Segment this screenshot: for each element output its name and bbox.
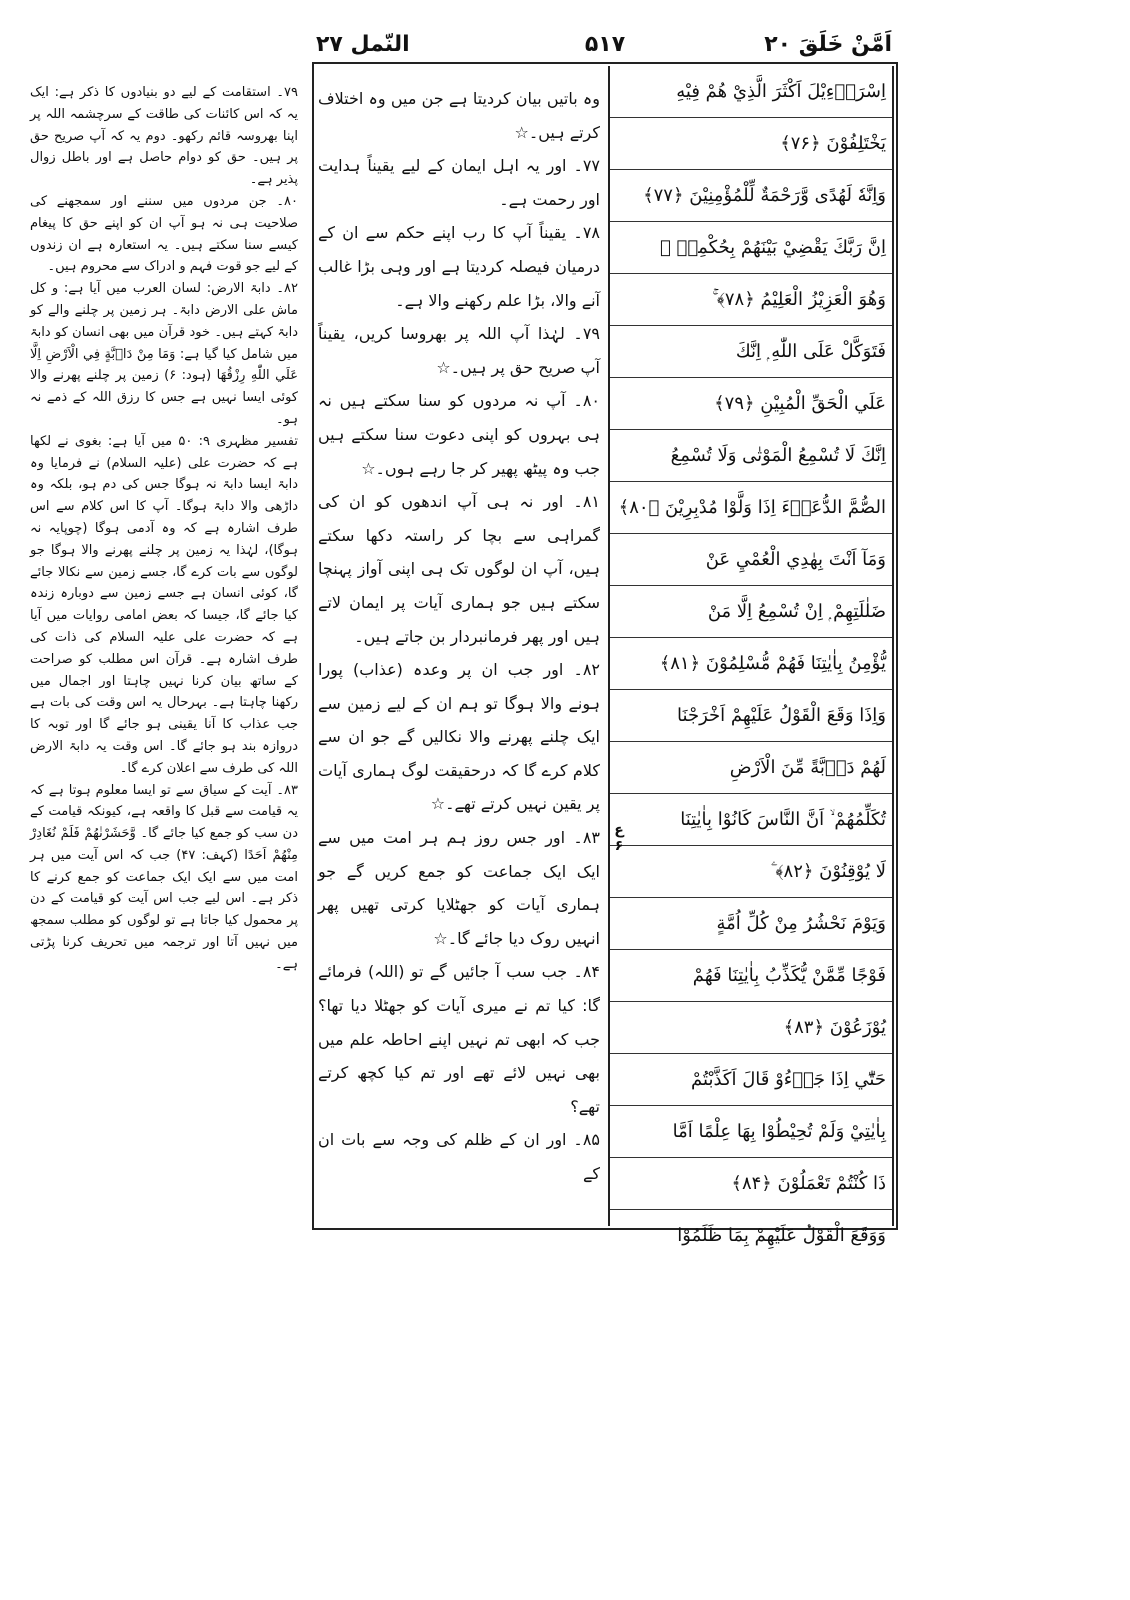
arabic-line: يُّؤْمِنُ بِاٰيٰتِنَا فَهُمْ مُّسْلِمُوْنَ ﴿۸۱﴾ (610, 638, 892, 690)
arabic-line: حَتّٰٓي اِذَا جَاۗءُوْ قَالَ اَكَذَّبْتُمْ (610, 1054, 892, 1106)
translation-paragraph: ۸۳۔ اور جس روز ہم ہر امت میں سے ایک ایک جماعت کو جمع کریں گے جو ہماری آیات کو جھٹلایا کرتی تھیں پھر انہیں روک دیا جائے گا۔☆ (318, 828, 600, 948)
page-header (310, 30, 898, 60)
commentary-note: ۸۲۔ دابۃ الارض: لسان العرب میں آیا ہے: و کل ماش علی الارض دابۃ۔ ہر زمین پر چلنے والے کو دابۃ کہتے ہیں۔ خود قرآن میں بھی انسان کو دابۃ میں شامل کیا گیا ہے: وَمَا مِنْ دَاۗبَّةٍ فِي الْاَرْضِ اِلَّا عَلَي اللّٰهِ رِزْقُهَا (ہود: ۶) زمین پر چلنے پھرنے والا کوئی ایسا نہیں ہے جس کا رزق اللہ کے ذمے نہ ہو۔ (30, 281, 298, 427)
arabic-line: لَهُمْ دَاۗبَّةً مِّنَ الْاَرْضِ (610, 742, 892, 794)
arabic-line: ضَلٰلَتِهِمْ ۭ اِنْ تُسْمِعُ اِلَّا مَنْ (610, 586, 892, 638)
arabic-line: تُكَلِّمُهُمْ ۙ اَنَّ النَّاسَ كَانُوْا بِاٰيٰتِنَا (610, 794, 892, 846)
arabic-line: لَا يُوْقِنُوْنَ ﴿۸۲﴾ ۧ (610, 846, 892, 898)
translation-paragraph: ۸۰۔ آپ نہ مردوں کو سنا سکتے ہیں نہ ہی بہروں کو اپنی دعوت سنا سکتے ہیں جب وہ پیٹھ پھیر کر جا رہے ہوں۔☆ (318, 391, 600, 478)
arabic-line: اِسْرَاۗءِيْلَ اَكْثَرَ الَّذِيْ هُمْ فِيْهِ (610, 66, 892, 118)
arabic-line: اِنَّ رَبَّكَ يَقْضِيْ بَيْنَهُمْ بِحُكْمِهٖ ۚ (610, 222, 892, 274)
arabic-line: يُوْزَعُوْنَ ﴿۸۳﴾ (610, 1002, 892, 1054)
translation-paragraph: وہ باتیں بیان کردیتا ہے جن میں وہ اختلاف کرتے ہیں۔☆ (318, 89, 600, 142)
page-number: ۵۱۷ (584, 32, 626, 57)
arabic-line: عَلَي الْحَقِّ الْمُبِيْنِ ﴿۷۹﴾ (610, 378, 892, 430)
translation-paragraph: ۸۲۔ اور جب ان پر وعدہ (عذاب) پورا ہونے والا ہوگا تو ہم ان کے لیے زمین سے ایک چلنے پھرنے والا نکالیں گے جو ان سے کلام کرے گا کہ درحقیقت لوگ ہماری آیات پر یقین نہیں کرتے تھے۔☆ (318, 660, 600, 814)
arabic-text-column (608, 66, 894, 1246)
juz-title: اَمَّنْ خَلَقَ ۲۰ (764, 32, 892, 57)
commentary-note: ۷۹۔ استقامت کے لیے دو بنیادوں کا ذکر ہے: ایک یہ کہ اس کائنات کی طاقت کے سرچشمہ اللہ پر اپنا بھروسہ قائم رکھو۔ دوم یہ کہ آپ صریح حق پر ہیں۔ حق کو دوام حاصل ہے اور باطل زوال پذیر ہے۔ (30, 85, 298, 188)
arabic-line: اِنَّكَ لَا تُسْمِعُ الْمَوْتٰى وَلَا تُسْمِعُ (610, 430, 892, 482)
arabic-line: يَخْتَلِفُوْنَ ﴿۷۶﴾ (610, 118, 892, 170)
translation-paragraph: ۷۸۔ یقیناً آپ کا رب اپنے حکم سے ان کے درمیان فیصلہ کردیتا ہے اور وہی بڑا غالب آنے والا، بڑا علم رکھنے والا ہے۔ (318, 223, 600, 310)
commentary-note: تفسیر مظہری ۹: ۵۰ میں آیا ہے: بغوی نے لکھا ہے کہ حضرت علی (علیہ السلام) نے فرمایا وہ دابۃ ایسا دابۃ نہ ہوگا جس کی دم ہو، بلکہ وہ داڑھی والا دابۃ ہوگا۔ آپ کا اس کلام سے اس طرف اشارہ ہے کہ وہ آدمی ہوگا (چوپایہ نہ ہوگا)، لہٰذا یہ زمین پر چلنے پھرنے والا ہوگا جو لوگوں سے بات کرے گا، جسے زمین سے نکالا جائے گا، کوئی انسان ہے جسے زمین سے دوبارہ زندہ کیا جائے گا، جیسا کہ بعض امامی روایات میں آیا ہے کہ حضرت علی علیہ السلام کی ذات کی طرف اشارہ ہے۔ قرآن اس مطلب کو صراحت کے ساتھ بیان کرنا نہیں چاہتا اور اجمال میں رکھنا چاہتا ہے۔ بہرحال یہ اس وقت کی بات ہے جب عذاب کا آنا یقینی ہو جائے گا اور توبہ کا دروازہ بند ہو جائے گا۔ اس وقت یہ دابۃ الارض اللہ کی طرف سے اعلان کرے گا۔ (30, 433, 298, 776)
translation-paragraph: ۷۷۔ اور یہ اہل ایمان کے لیے یقیناً ہدایت اور رحمت ہے۔ (318, 156, 600, 209)
translation-paragraph: ۷۹۔ لہٰذا آپ اللہ پر بھروسا کریں، یقیناً آپ صریح حق پر ہیں۔☆ (318, 324, 600, 377)
arabic-line: فَتَوَكَّلْ عَلَى اللّٰهِ ۭ اِنَّكَ (610, 326, 892, 378)
translation-paragraph: ۸۵۔ اور ان کے ظلم کی وجہ سے بات ان کے (318, 1130, 600, 1183)
commentary-column (30, 82, 298, 976)
ruku-mark: ع ۶ (614, 822, 624, 854)
arabic-line: الصُّمَّ الدُّعَاۗءَ اِذَا وَلَّوْا مُدْبِرِيْنَ ﴿۸۰﴾ (610, 482, 892, 534)
arabic-line: وَوَقَعَ الْقَوْلُ عَلَيْهِمْ بِمَا ظَلَمُوْا (677, 1225, 886, 1246)
arabic-line: وَهُوَ الْعَزِيْزُ الْعَلِيْمُ ﴿۷۸﴾ ۚ (610, 274, 892, 326)
translation-paragraph: ۸۴۔ جب سب آ جائیں گے تو (اللہ) فرمائے گا: کیا تم نے میری آیات کو جھٹلا دیا تھا؟ جب کہ ابھی تم نہیں اپنے احاطہ علم میں بھی نہیں لائے تھے اور تم کیا کچھ کرتے تھے؟ (318, 962, 600, 1116)
commentary-note: ۸۳۔ آیت کے سیاق سے تو ایسا معلوم ہوتا ہے کہ یہ قیامت سے قبل کا واقعہ ہے، کیونکہ قیامت کے دن سب کو جمع کیا جائے گا۔ وَّحَشَرْنٰهُمْ فَلَمْ نُغَادِرْ مِنْهُمْ اَحَدًا (کہف: ۴۷) جب کہ اس آیت میں ہر امت میں سے ایک ایک جماعت کو جمع کرنے کا ذکر ہے۔ اس لیے جب اس آیت کو قیامت کے دن پر محمول کیا جاتا ہے تو لوگوں کو مطلب سمجھ میں نہیں آتا اور ترجمہ میں تحریف کرنا پڑتی ہے۔ (30, 782, 298, 972)
arabic-line: وَاِذَا وَقَعَ الْقَوْلُ عَلَيْهِمْ اَخْرَجْنَا (610, 690, 892, 742)
arabic-line: ذَا كُنْتُمْ تَعْمَلُوْنَ ﴿۸۴﴾ (610, 1158, 892, 1210)
surah-title: النّمل ۲۷ (316, 32, 410, 57)
commentary-note: ۸۰۔ جن مردوں میں سننے اور سمجھنے کی صلاحیت ہی نہ ہو آپ ان کو اپنے حق کا پیغام کیسے سنا سکتے ہیں۔ یہ استعارہ ہے ان زندوں کے لیے جو قوت فہم و ادراک سے محروم ہیں۔ (30, 193, 298, 275)
translation-paragraph: ۸۱۔ اور نہ ہی آپ اندھوں کو ان کی گمراہی سے بچا کر راستہ دکھا سکتے ہیں، آپ ان لوگوں تک ہی اپنی آواز پہنچا سکتے ہیں جو ہماری آیات پر ایمان لاتے ہیں اور پھر فرمانبردار بن جاتے ہیں۔ (318, 492, 600, 646)
arabic-line: وَيَوْمَ نَحْشُرُ مِنْ كُلِّ اُمَّةٍ (610, 898, 892, 950)
translation-column (318, 82, 600, 1191)
arabic-line: وَاِنَّهٗ لَهُدًى وَّرَحْمَةٌ لِّلْمُؤْمِنِيْنَ ﴿۷۷﴾ (610, 170, 892, 222)
arabic-line: فَوْجًا مِّمَّنْ يُّكَذِّبُ بِاٰيٰتِنَا فَهُمْ (610, 950, 892, 1002)
arabic-line: بِاٰيٰتِيْ وَلَمْ تُحِيْطُوْا بِهَا عِلْمًا اَمَّا (610, 1106, 892, 1158)
arabic-line: وَمَآ اَنْتَ بِهٰدِي الْعُمْيِ عَنْ (610, 534, 892, 586)
